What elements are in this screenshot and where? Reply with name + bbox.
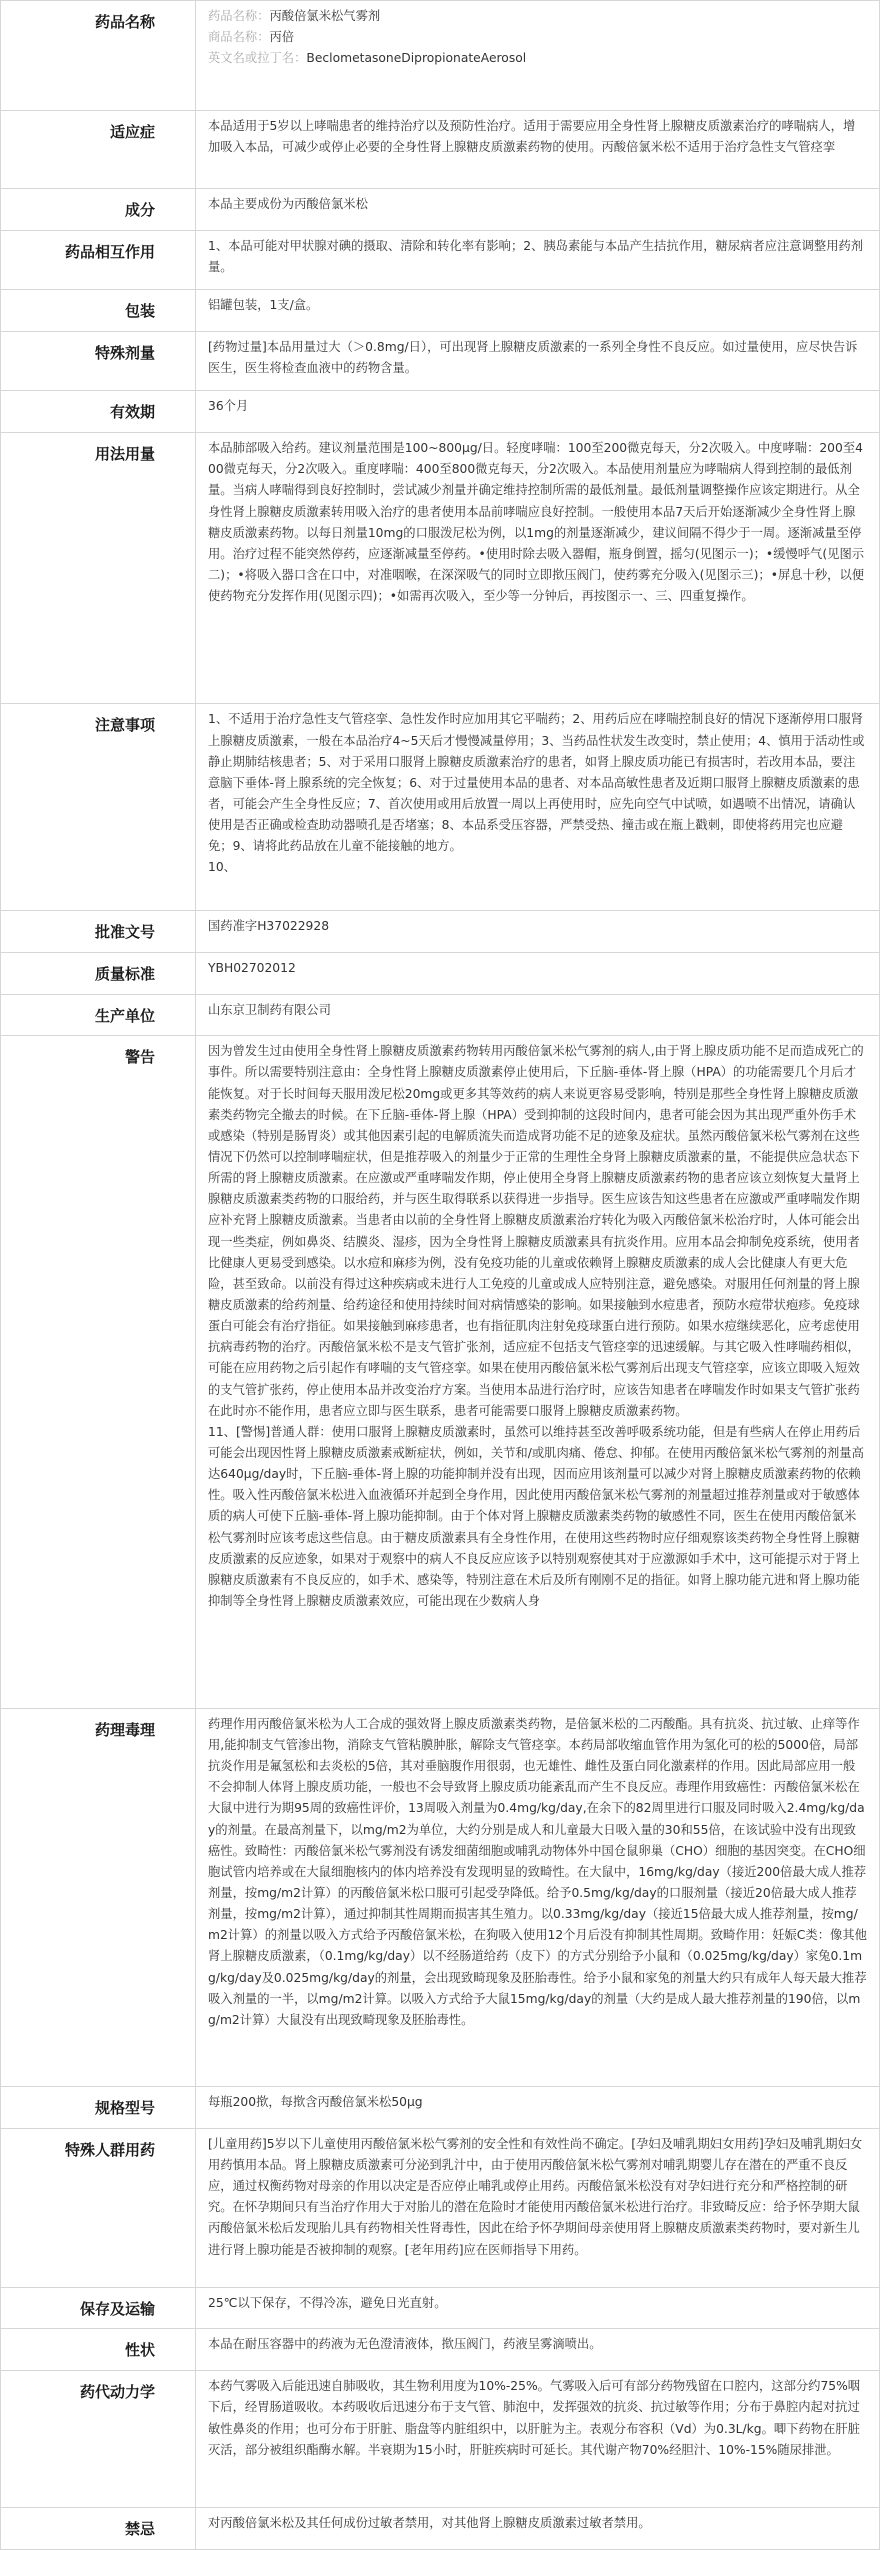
row-value: YBH02702012: [196, 952, 880, 994]
row-label: 特殊人群用药: [1, 2128, 196, 2287]
table-row: [1, 391, 880, 433]
row-value: 本品适用于5岁以上哮喘患者的维持治疗以及预防性治疗。适用于需要应用全身性肾上腺糖皮质激素治疗的哮喘病人，增加吸入本品，可减少或停止必要的全身性肾上腺糖皮质激素药物的使用。丙酸倍氯米松不适用于治疗急性支气管痉挛: [196, 111, 880, 189]
row-label: 用法用量: [1, 433, 196, 704]
name-line: [208, 6, 867, 27]
name-key: 英文名或拉丁名：: [208, 51, 307, 66]
table-row: [1, 2128, 880, 2287]
table-row: [1, 230, 880, 289]
table-row: [1, 1036, 880, 1709]
table-row: [1, 2371, 880, 2508]
row-label: 药代动力学: [1, 2371, 196, 2508]
row-label: 警告: [1, 1036, 196, 1709]
table-row: [1, 290, 880, 332]
row-label: 禁忌: [1, 2508, 196, 2550]
row-label: 适应症: [1, 111, 196, 189]
name-line: [208, 27, 867, 48]
row-value: 药理作用丙酸倍氯米松为人工合成的强效肾上腺皮质激素类药物，是倍氯米松的二丙酸酯。具有抗炎、抗过敏、止痒等作用,能抑制支气管渗出物，消除支气管粘膜肿胀，解除支气管痉挛。本药局部收缩血管作用为氢化可的松的5000倍，局部抗炎作用是氟氢松和去炎松的5倍，其对垂脑腹作用很弱，也无雄性、雌性及蛋白同化激素样的作用。因此局部应用一般不会抑制人体肾上腺皮质功能，一般也不会导致肾上腺皮质功能紊乱而产生不良反应。毒理作用致癌性：丙酸倍氯米松在大鼠中进行为期95周的致癌性评价，13周吸入剂量为0.4mg/kg/day,在余下的82周里进行口服及同时吸入2.4mg/kg/day的剂量。在最高剂量下，以mg/m2为单位，大约分别是成人和儿童最大日吸入量的30和55倍，在该试验中没有出现致癌性。致畸性：丙酸倍氯米松气雾剂没有诱发细菌细胞或哺乳动物体外中国仓鼠卵巢（CHO）细胞的基因突变。在CHO细胞试管内培养或在大鼠细胞核内的体内培养没有发现明显的致畸性。在大鼠中，16mg/kg/day（接近200倍最大成人推荐剂量，按mg/m2计算）的丙酸倍氯米松口服可引起受孕降低。给予0.5mg/kg/day的口服剂量（接近20倍最大成人推荐剂量，按mg/m2计算），通过抑制其性周期而损害其生殖力。以0.33mg/kg/day（接近15倍最大成人推荐剂量，按mg/m2计算）的剂量以吸入方式给予丙酸倍氯米松，在狗吸入使用12个月后没有抑制其性周期。致畸作用：妊娠C类：像其他肾上腺糖皮质激素，（0.1mg/kg/day）以不经肠道给药（皮下）的方式分别给予小鼠和（0.025mg/kg/day）家兔0.1mg/kg/day及0.025mg/kg/day的剂量，会出现致畸现象及胚胎毒性。给予小鼠和家兔的剂量大约只有成年人每天最大推荐吸入剂量的一半，以mg/m2计算。以吸入方式给予大鼠15mg/kg/day的剂量（大约是成人最大推荐剂量的190倍，以mg/m2计算）大鼠没有出现致畸现象及胚胎毒性。: [196, 1708, 880, 2086]
row-label: 特殊剂量: [1, 331, 196, 390]
row-label: 有效期: [1, 391, 196, 433]
table-row: [1, 952, 880, 994]
row-value: 因为曾发生过由使用全身性肾上腺糖皮质激素药物转用丙酸倍氯米松气雾剂的病人,由于肾上腺皮质功能不足而造成死亡的事件。所以需要特别注意由：全身性肾上腺糖皮质激素停止使用后，下丘脑-垂体-肾上腺（HPA）的功能需要几个月后才能恢复。对于长时间每天服用泼尼松20mg或更多其等效药的病人来说更容易受影响，特别是那些全身性肾上腺糖皮质激素类药物完全撤去的时候。在下丘脑-垂体-肾上腺（HPA）受到抑制的这段时间内，患者可能会因为其出现严重外伤手术或感染（特别是肠胃炎）或其他因素引起的电解质流失而造成肾功能不足的迹象及症状。虽然丙酸倍氯米松气雾剂在这些情况下仍然可以控制哮喘症状，但是推荐吸入的剂量少于正常的生理性全身肾上腺糖皮质激素的量，不能提供应急状态下所需的肾上腺糖皮质激素。在应激或严重哮喘发作期，停止使用全身肾上腺糖皮质激素药物的患者应该立刻恢复大量肾上腺糖皮质激素类药物的口服给药，并与医生取得联系以获得进一步指导。医生应该告知这些患者在应激或严重哮喘发作期应补充肾上腺糖皮质激素。当患者由以前的全身性肾上腺糖皮质激素治疗转化为吸入丙酸倍氯米松治疗时，人体可能会出现一些类症，例如鼻炎、结膜炎、湿疹，因为全身性肾上腺糖皮质激素具有抗炎作用。应用本品会抑制免疫系统，使用者比健康人更易受到感染。以水痘和麻疹为例，没有免疫功能的儿童或依赖肾上腺糖皮质激素的成人会比健康人有更大危险，甚至致命。以前没有得过这种疾病或未进行人工免疫的儿童或成人应特别注意，避免感染。对服用任何剂量的肾上腺糖皮质激素的给药剂量、给药途径和使用持续时间对病情感染的影响。如果接触到水痘患者，预防水痘带状疱疹。免疫球蛋白可能会有治疗指征。如果接触到麻疹患者，也有指征肌肉注射免疫球蛋白进行预防。如果水痘继续恶化，应考虑使用抗病毒药物的治疗。丙酸倍氯米松不是支气管扩张剂，适应症不包括支气管痉挛的迅速缓解。与其它吸入性哮喘药相似，可能在应用药物之后引起作有哮喘的支气管痉挛。如果在使用丙酸倍氯米松气雾剂后出现支气管痉挛，应该立即吸入短效的支气管扩张药，停止使用本品并改变治疗方案。当使用本品进行治疗时，应该告知患者在哮喘发作时如果支气管扩张药在此时亦不能作用，患者应立即与医生联系，患者可能需要口服肾上腺糖皮质激素药物。 11、[警惕]普通人群：使用口服肾上腺糖皮质激素时，虽然可以维持甚至改善呼吸系统功能，但是有些病人在停止用药后可能会出现因性肾上腺糖皮质激素戒断症状，例如，关节和/或肌肉痛、倦怠、抑郁。在使用丙酸倍氯米松气雾剂的剂量高达640μg/day时，下丘脑-垂体-肾上腺的功能抑制并没有出现，因而应用该剂量可以减少对肾上腺糖皮质激素药物的依赖性。吸入性丙酸倍氯米松进入血液循环并起到全身作用，因此使用丙酸倍氯米松气雾剂的剂量超过推荐剂量或对于敏感体质的病人可使下丘脑-垂体-肾上腺功能抑制。由于个体对肾上腺糖皮质激素类药物的敏感性不同，医生在使用丙酸倍氯米松气雾剂时应该考虑这些信息。由于糖皮质激素具有全身性作用，在使用这些药物时应仔细观察该类药物全身性肾上腺糖皮质激素的反应迹象，如果对于观察中的病人不良反应应该予以特别观察使其对于应激源如手术中，这可能提示对于肾上腺糖皮质激素有不良反应的，如手术、感染等，特别注意在术后及所有刚刚不足的指征。如肾上腺功能亢进和肾上腺功能抑制等全身性肾上腺糖皮质激素效应，可能出现在少数病人身: [196, 1036, 880, 1709]
row-value: 1、本品可能对甲状腺对碘的摄取、清除和转化率有影响；2、胰岛素能与本品产生拮抗作用，糖尿病者应注意调整用药剂量。: [196, 230, 880, 289]
row-label: 药品相互作用: [1, 230, 196, 289]
row-label: 药理毒理: [1, 1708, 196, 2086]
table-row: [1, 2329, 880, 2371]
row-value: [196, 1, 880, 111]
row-value: 每瓶200揿，每揿含丙酸倍氯米松50μg: [196, 2087, 880, 2129]
row-value: 本品肺部吸入给药。建议剂量范围是100~800μg/日。轻度哮喘：100至200微克每天，分2次吸入。中度哮喘：200至400微克每天，分2次吸入。重度哮喘：400至800微克每天，分2次吸入。本品使用剂量应为哮喘病人得到控制的最低剂量。当病人哮喘得到良好控制时，尝试减少剂量并确定维持控制所需的最低剂量。最低剂量调整操作应该定期进行。从全身性肾上腺糖皮质激素转用吸入治疗的患者使用本品前哮喘应良好控制。一般使用本品7天后开始逐渐减少全身性肾上腺糖皮质激素药物。以每日剂量10mg的口服泼尼松为例，以1mg的剂量逐渐减少，建议间隔不得少于一周。逐渐减量至停用。治疗过程不能突然停药，应逐渐减量至停药。•使用时除去吸入器帽，瓶身倒置，摇匀(见图示一)；•缓慢呼气(见图示二)；•将吸入器口含在口中，对准咽喉，在深深吸气的同时立即揿压阀门，使药雾充分吸入(见图示三)；•屏息十秒，以便使药物充分发挥作用(见图示四)；•如需再次吸入，至少等一分钟后，再按图示一、三、四重复操作。: [196, 433, 880, 704]
row-value: 本品在耐压容器中的药液为无色澄清液体，揿压阀门，药液呈雾滴喷出。: [196, 2329, 880, 2371]
row-label: 规格型号: [1, 2087, 196, 2129]
row-value: [儿童用药]5岁以下儿童使用丙酸倍氯米松气雾剂的安全性和有效性尚不确定。[孕妇及哺乳期妇女用药]孕妇及哺乳期妇女用药慎用本品。肾上腺糖皮质激素可分泌到乳汁中，由于使用丙酸倍氯米松气雾剂对哺乳期婴儿存在潜在的严重不良反应，通过权衡药物对母亲的作用以决定是否应停止哺乳或停止用药。丙酸倍氯米松没有对孕妇进行充分和严格控制的研究。在怀孕期间只有当治疗作用大于对胎儿的潜在危险时才能使用丙酸倍氯米松进行治疗。非致畸反应：给予怀孕期大鼠丙酸倍氯米松后发现胎儿具有药物相关性肾毒性，因此在给予怀孕期间母亲使用肾上腺糖皮质激素类药物时，要对新生儿进行肾上腺功能是否被抑制的观察。[老年用药]应在医师指导下用药。: [196, 2128, 880, 2287]
table-row: [1, 2087, 880, 2129]
row-value: 36个月: [196, 391, 880, 433]
table-row: [1, 2287, 880, 2329]
table-row: [1, 911, 880, 953]
name-value: 丙酸倍氯米松气雾剂: [269, 9, 381, 23]
row-value: 25℃以下保存，不得冷冻，避免日光直射。: [196, 2287, 880, 2329]
row-label: 包装: [1, 290, 196, 332]
row-value: 铝罐包装，1支/盒。: [196, 290, 880, 332]
table-row: [1, 1708, 880, 2086]
row-value: 本药气雾吸入后能迅速自肺吸收，其生物利用度为10%-25%。气雾吸入后可有部分药物残留在口腔内，这部分约75%咽下后，经胃肠道吸收。本药吸收后迅速分布于支气管、肺泡中，发挥强效的抗炎、抗过敏等作用；分布于鼻腔内起对抗过敏性鼻炎的作用；也可分布于肝脏、脂盘等内脏组织中，以肝脏为主。表观分布容积（Vd）为0.3L/kg。唧下药物在肝脏灭活，部分被组织酯酶水解。半衰期为15小时，肝脏疾病时可延长。其代谢产物70%经胆汁、10%-15%随尿排泄。: [196, 2371, 880, 2508]
table-row: [1, 994, 880, 1036]
table-row: [1, 1, 880, 111]
row-value: 国药准字H37022928: [196, 911, 880, 953]
row-value: 山东京卫制药有限公司: [196, 994, 880, 1036]
name-line: [208, 48, 867, 69]
row-label: 性状: [1, 2329, 196, 2371]
row-label: 质量标准: [1, 952, 196, 994]
table-row: [1, 111, 880, 189]
row-label: 成分: [1, 188, 196, 230]
row-value: 对丙酸倍氯米松及其任何成份过敏者禁用，对其他肾上腺糖皮质激素过敏者禁用。: [196, 2508, 880, 2550]
table-row: [1, 331, 880, 390]
name-key: 药品名称：: [208, 9, 270, 23]
table-row: [1, 433, 880, 704]
row-label: 生产单位: [1, 994, 196, 1036]
row-label: 药品名称: [1, 1, 196, 111]
name-value: BeclometasoneDipropionateAerosol: [306, 51, 527, 66]
table-row: [1, 188, 880, 230]
row-value: 本品主要成份为丙酸倍氯米松: [196, 188, 880, 230]
row-value: [药物过量]本品用量过大（＞0.8mg/日），可出现肾上腺糖皮质激素的一系列全身性不良反应。如过量使用，应尽快告诉医生，医生将检查血液中的药物含量。: [196, 331, 880, 390]
table-body: [1, 1, 880, 2550]
row-label: 批准文号: [1, 911, 196, 953]
row-label: 注意事项: [1, 704, 196, 911]
table-row: [1, 704, 880, 911]
name-value: 丙倍: [269, 30, 295, 45]
row-value: 1、不适用于治疗急性支气管痉挛、急性发作时应加用其它平喘药；2、用药后应在哮喘控制良好的情况下逐渐停用口服肾上腺糖皮质激素，一般在本品治疗4~5天后才慢慢减量停用；3、当药品性状发生改变时，禁止使用；4、慎用于活动性或静止期肺结核患者；5、对于采用口服肾上腺糖皮质激素治疗的患者，如肾上腺皮质功能已有损害时，若改用本品，要注意脑下垂体-肾上腺系统的完全恢复；6、对于过量使用本品的患者、对本品高敏性患者及近期口服肾上腺糖皮质激素的患者，可能会产生全身性反应；7、首次使用或用后放置一周以上再使用时，应先向空气中试喷，如遇喷不出情况，请确认使用是否正确或检查助动器喷孔是否堵塞；8、本品系受压容器，严禁受热、撞击或在瓶上戳刺，即使将药用完也应避免；9、请将此药品放在儿童不能接触的地方。 10、: [196, 704, 880, 911]
table-row: [1, 2508, 880, 2550]
name-key: 商品名称：: [208, 30, 270, 45]
row-label: 保存及运输: [1, 2287, 196, 2329]
